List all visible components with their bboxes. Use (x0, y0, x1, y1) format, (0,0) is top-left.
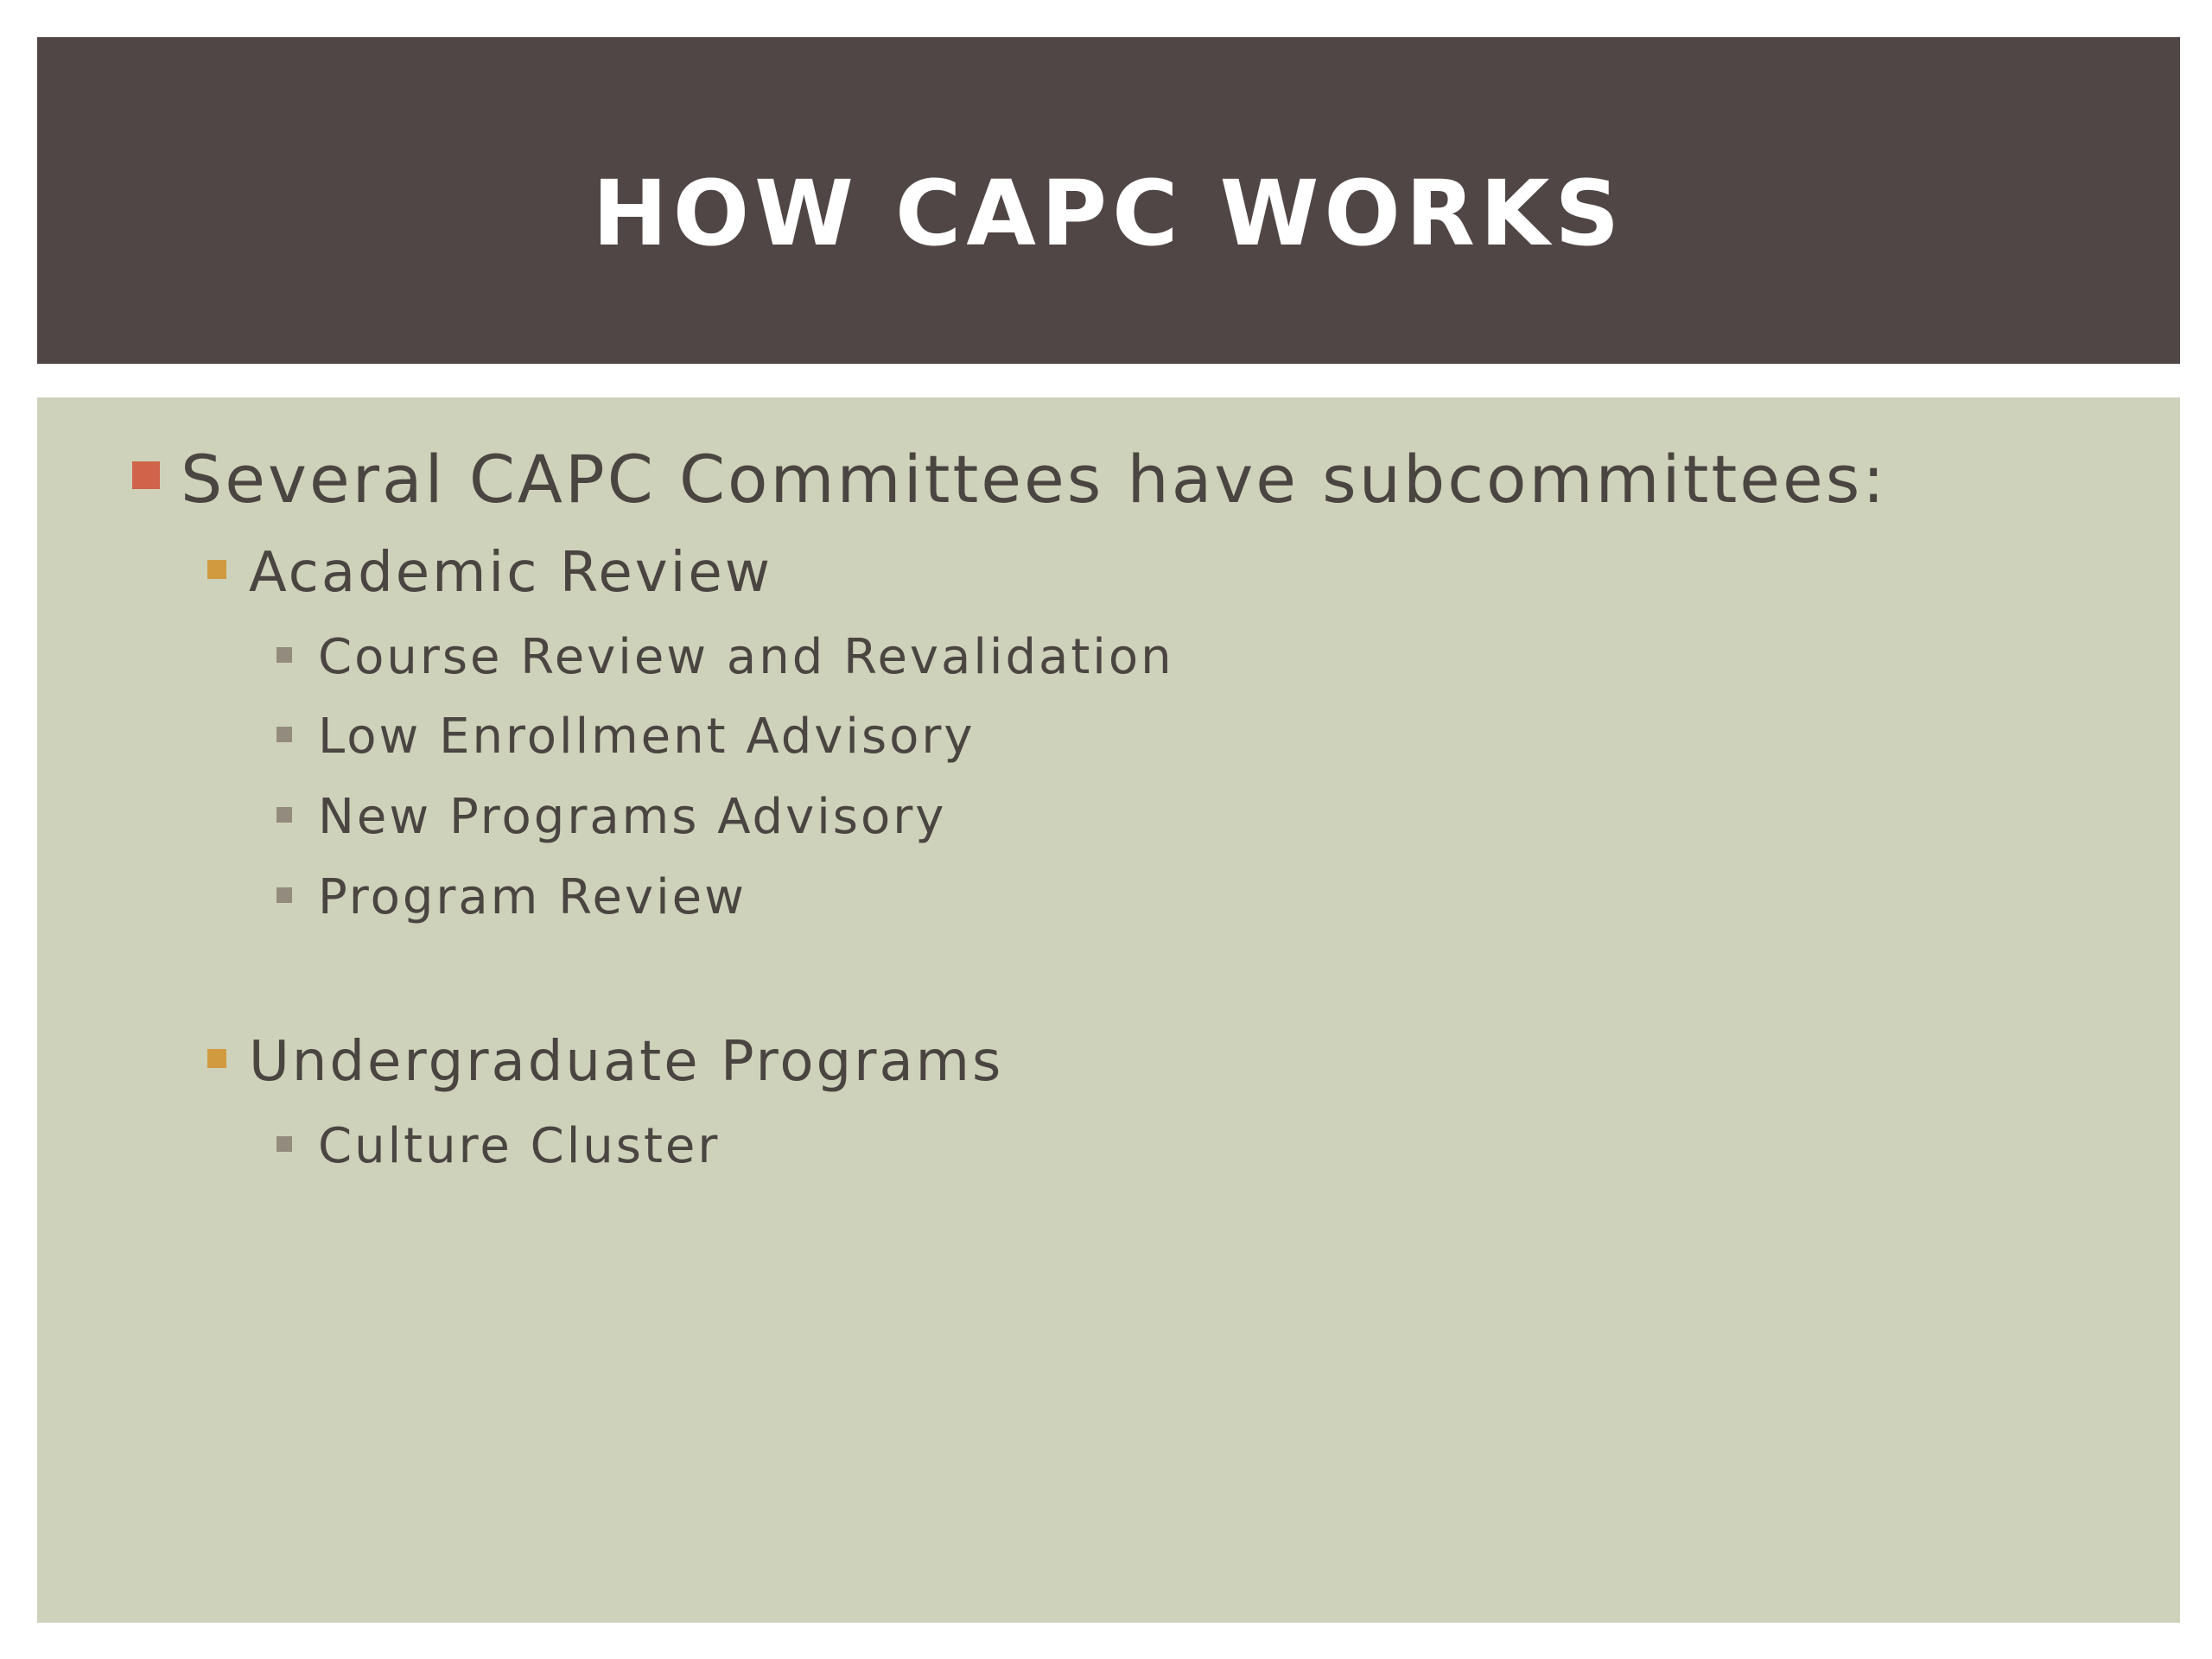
bullet-program-review-text: Program Review (318, 869, 747, 925)
bullet-course-review (276, 629, 1174, 685)
square-bullet-icon (207, 560, 226, 579)
bullet-low-enrollment-text: Low Enrollment Advisory (318, 709, 976, 765)
square-bullet-icon (276, 727, 292, 742)
bullet-academic-review (207, 541, 772, 605)
bullet-new-programs (276, 789, 946, 845)
bullet-undergraduate-programs-text: Undergraduate Programs (249, 1030, 1004, 1094)
bullet-low-enrollment (276, 709, 976, 765)
bullet-new-programs-text: New Programs Advisory (318, 789, 947, 845)
square-bullet-icon (276, 647, 292, 663)
bullet-main-text: Several CAPC Committees have subcommittees: (181, 441, 1887, 518)
title-bar (37, 37, 2180, 364)
bullet-undergraduate-programs (207, 1030, 1003, 1094)
bullet-course-review-text: Course Review and Revalidation (318, 629, 1174, 685)
square-bullet-icon (207, 1049, 226, 1068)
square-bullet-icon (276, 807, 292, 823)
bullet-culture-cluster-text: Culture Cluster (318, 1118, 721, 1174)
slide-title: HOW CAPC WORKS (592, 161, 1625, 266)
bullet-culture-cluster (276, 1118, 720, 1174)
bullet-main (132, 441, 1887, 518)
square-bullet-icon (276, 1136, 292, 1152)
square-bullet-icon (132, 461, 160, 489)
bullet-academic-review-text: Academic Review (249, 541, 773, 605)
square-bullet-icon (276, 887, 292, 903)
content-panel (37, 397, 2180, 1623)
bullet-program-review (276, 869, 747, 925)
